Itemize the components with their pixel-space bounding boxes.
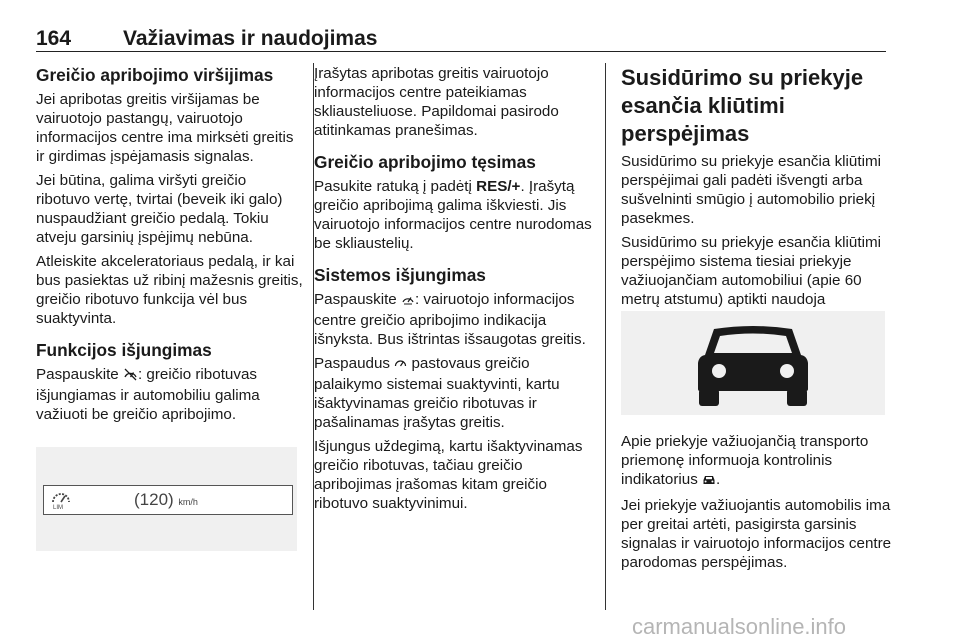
page-title: Važiavimas ir naudojimas [123, 27, 378, 50]
vehicle-ahead-indicator-icon [702, 472, 716, 491]
watermark: carmanualsonline.info [632, 614, 847, 639]
paragraph: Paspaudus pastovaus greičio palaikymo sistemai suaktyvinti, kartu išaktyvinamas greičio ribotuvas ir pašalinamas įrašytas greitis. [314, 355, 560, 431]
paragraph: Paspauskite : greičio ribotuvas išjungiamas ir automobiliu galima važiuoti be greičio apribojimo. [36, 366, 260, 423]
cruise-control-icon [394, 356, 407, 375]
section-heading: Sistemos išjungimas [314, 265, 486, 285]
paragraph: Atleiskite akceleratoriaus pedalą, ir kai bus pasiektas už ribinį mažesnis greitis, greičio ribotuvo funkcija vėl bus suaktyvinta. [36, 253, 303, 327]
paragraph: Jei apribotas greitis viršijamas be vairuotojo pastangų, vairuotojo informacijos centre ima mirksėti greitis ir girdimas įspėjamasis signalas. [36, 91, 294, 165]
paragraph: Susidūrimo su priekyje esančia kliūtimi perspėjimo sistema tiesiai priekyje važiuojančiam automobiliui (apie 60 metrų atstumu) aptikti naudoja [621, 234, 881, 308]
speed-limiter-off-icon [123, 367, 138, 386]
paragraph: Pasukite ratuką į padėtį RES/+. Įrašytą greičio apribojimą galima iškviesti. Jis vairuotojo informacijos centre nurodomas be skliaustelių. [314, 178, 592, 252]
res-plus-label: RES/+ [476, 178, 521, 195]
speed-unit: km/h [178, 497, 198, 507]
section-heading: Susidūrimo su priekyje esančia kliūtimi perspėjimas [621, 65, 864, 146]
column-3 [621, 64, 893, 352]
paragraph: Apie priekyje važiuojančią transporto priemonę informuoja kontrolinis indikatorius . [621, 432, 893, 491]
cluster-display-illustration [36, 447, 297, 551]
section-heading: Greičio apribojimo viršijimas [36, 65, 274, 85]
section-heading: Greičio apribojimo tęsimas [314, 152, 536, 172]
paragraph: Išjungus uždegimą, kartu išaktyvinamas greičio ribotuvas, tačiau greičio apribojimas įrašomas kitam greičio ribotuvo suaktyvinimui. [314, 438, 583, 512]
column-1 [36, 64, 304, 429]
column-3-lower [621, 432, 893, 577]
column-divider [605, 63, 606, 610]
page-header [36, 27, 886, 52]
column-2 [314, 64, 596, 518]
section-heading: Funkcijos išjungimas [36, 340, 212, 360]
page-number: 164 [36, 27, 72, 50]
stored-speed-readout: (120) km/h [134, 490, 198, 509]
paragraph: Jei būtina, galima viršyti greičio ribotuvo vertę, tvirtai (beveik iki galo) nuspaudžiant greičio pedalą. Tokiu atveju garsinių įspėjimų nebūna. [36, 172, 283, 246]
paragraph: Paspauskite : vairuotojo informacijos centre greičio apribojimo indikacija išnyksta. Bus ištrintas išsaugotas greitis. [314, 291, 586, 348]
paragraph: Jei priekyje važiuojantis automobilis ima per greitai artėti, pasigirsta garsinis signalas ir vairuotojo informacijos centre parodomas perspėjimas. [621, 497, 892, 571]
front-vehicle-indicator-illustration [621, 311, 885, 415]
speed-limiter-icon [401, 292, 415, 311]
car-front-icon [621, 311, 885, 415]
paragraph: Susidūrimo su priekyje esančia kliūtimi perspėjimai gali padėti išvengti arba sušvelninti smūgio į automobilio priekį pasekmes. [621, 153, 881, 227]
speed-limit-display [43, 485, 293, 515]
paragraph: Įrašytas apribotas greitis vairuotojo informacijos centre pateikiamas skliausteliuose. Papildomai pasirodo atitinkamas pranešimas. [314, 65, 559, 139]
lim-label: LIM [53, 505, 64, 511]
